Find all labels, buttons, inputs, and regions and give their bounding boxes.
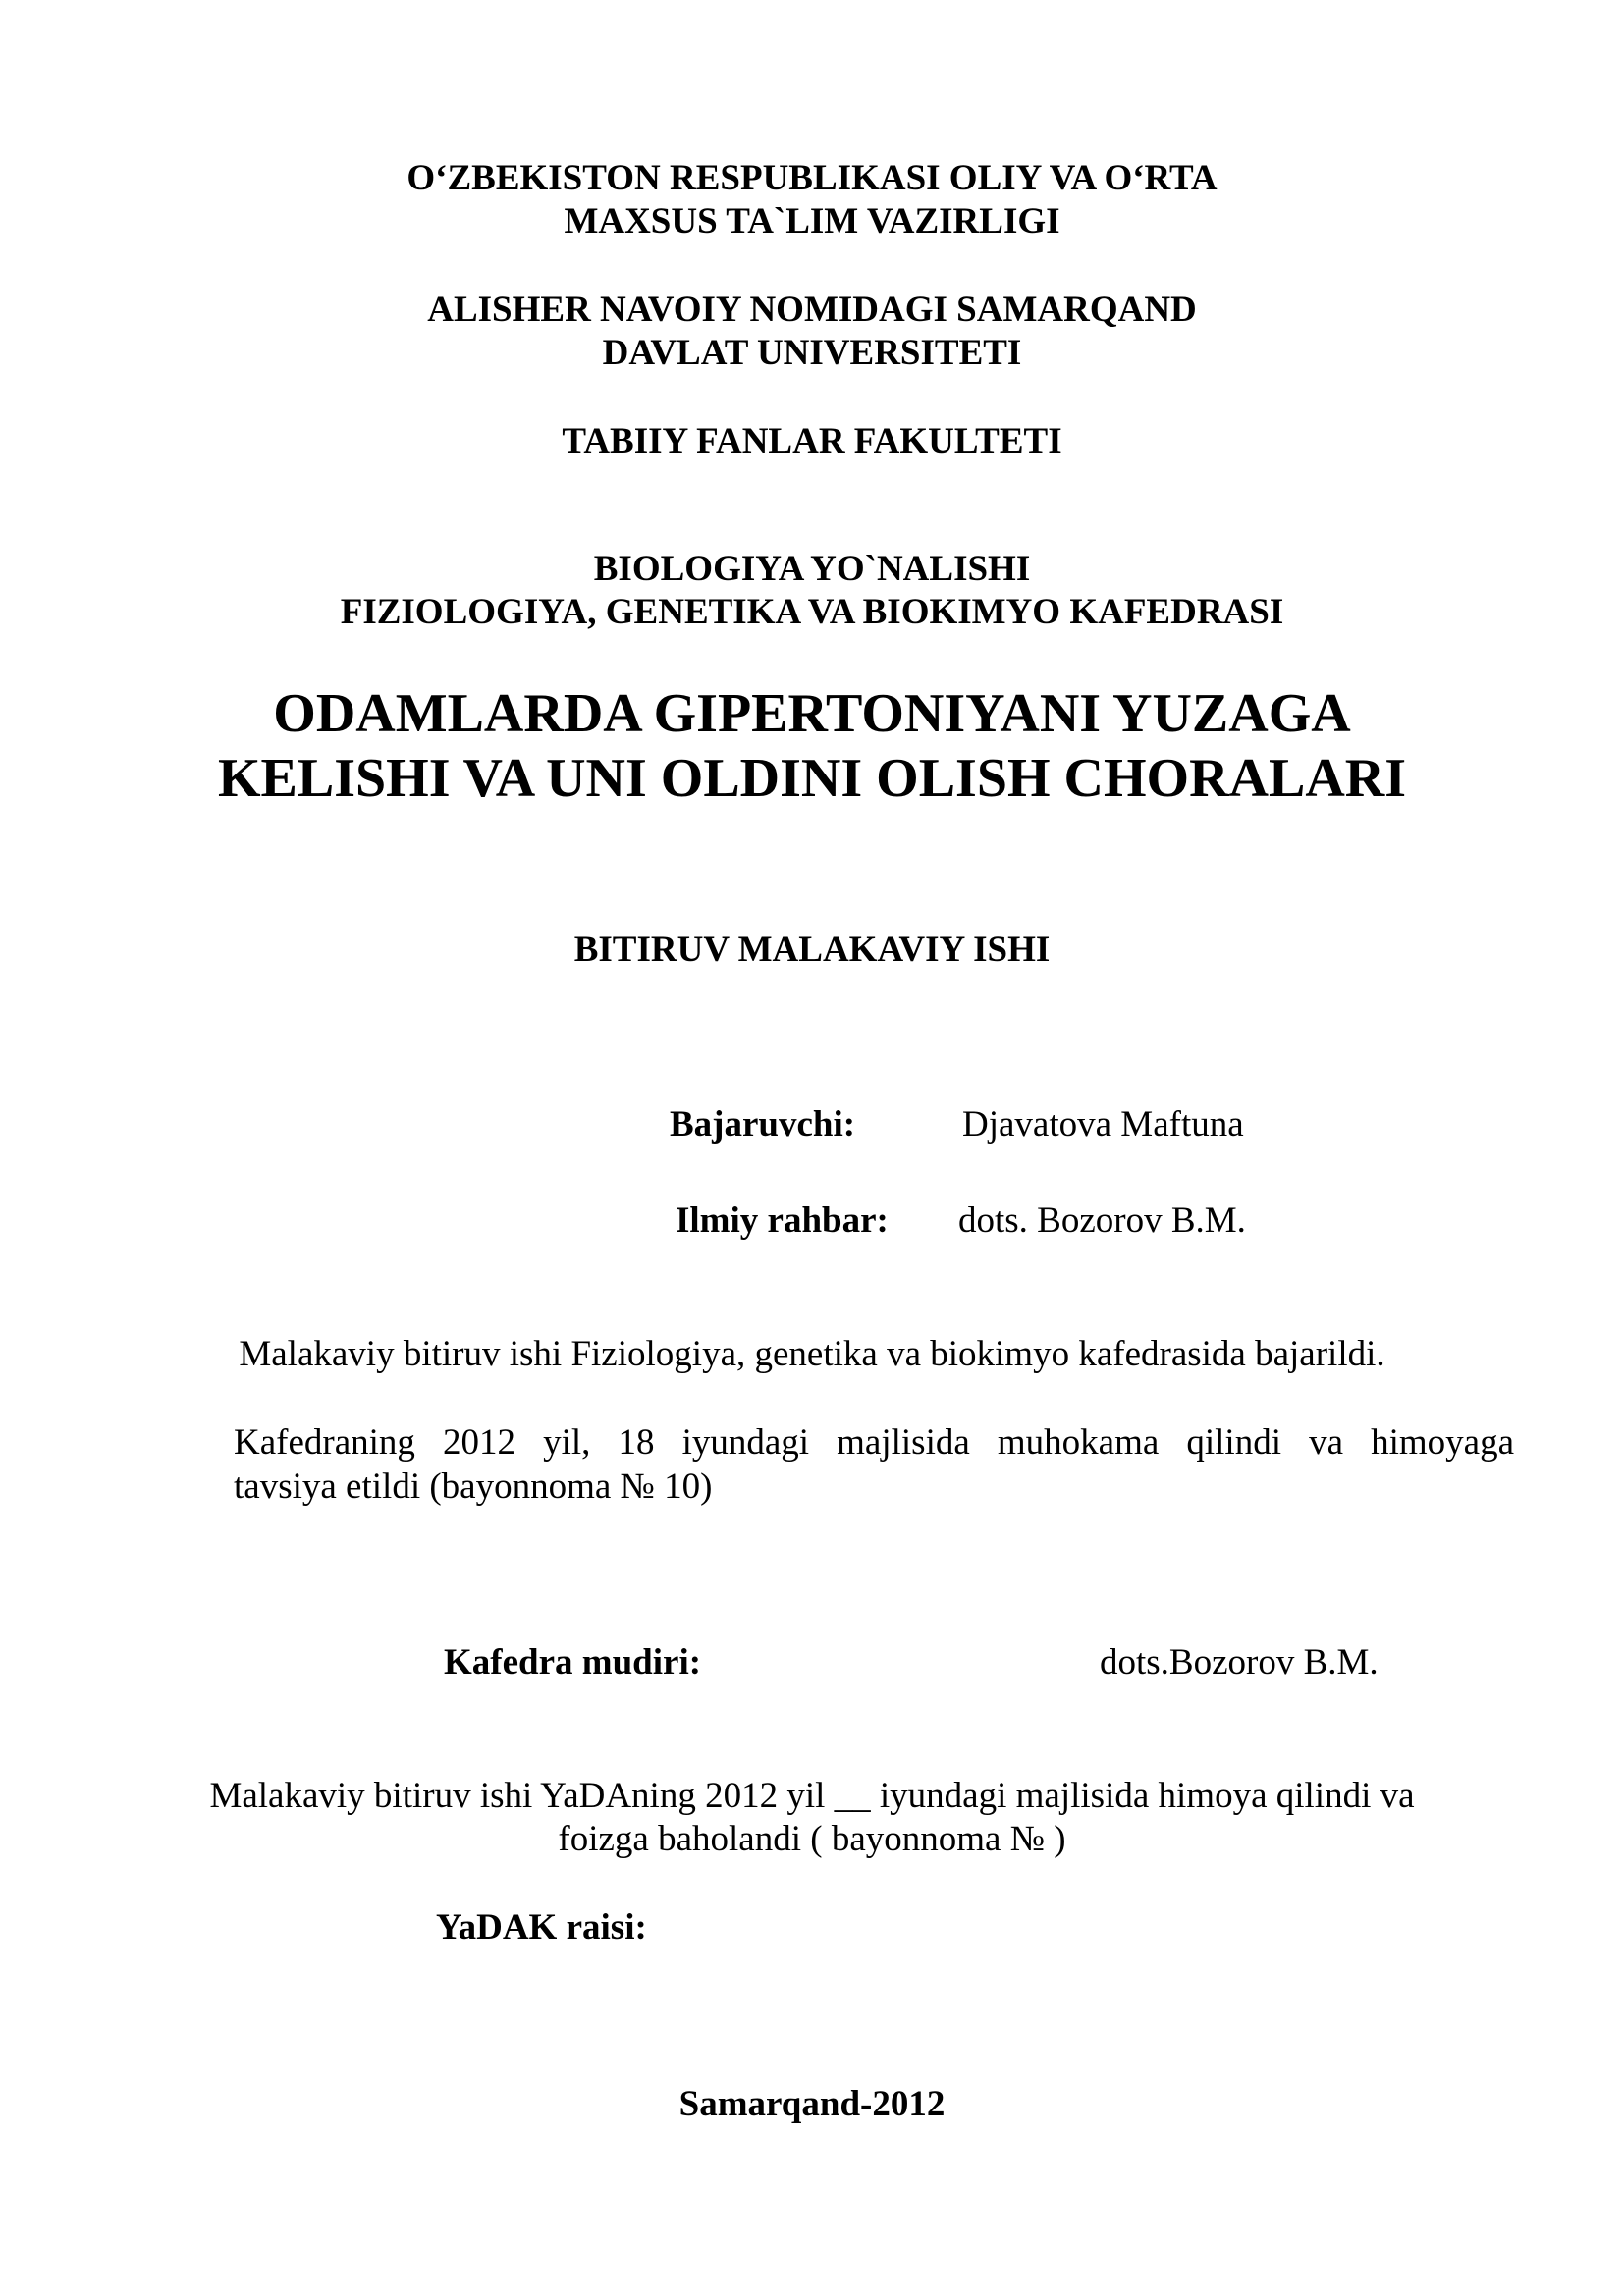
- university-heading: [0, 289, 1624, 375]
- place-and-year: Samarqand-2012: [678, 2084, 946, 2124]
- commission-chair-label: YaDAK raisi:: [436, 1907, 647, 1948]
- head-of-department-name: dots.Bozorov B.M.: [1100, 1642, 1379, 1682]
- discussion-statement-line-2: tavsiya etildi (bayonnoma № 10): [234, 1467, 713, 1507]
- thesis-title-line-1: ODAMLARDA GIPERTONIYANI YUZAGA: [273, 683, 1351, 744]
- advisor-name: dots. Bozorov B.M.: [958, 1201, 1246, 1241]
- executor-label: Bajaruvchi:: [670, 1104, 856, 1145]
- ministry-line-1: O‘ZBEKISTON RESPUBLIKASI OLIY VA O‘RTA: [406, 158, 1218, 198]
- direction-line: BIOLOGIYA YO`NALISHI: [593, 549, 1031, 589]
- discussion-statement-line-1: Kafedraning 2012 yil, 18 iyundagi majlisida muhokama qilindi va himoyaga: [234, 1422, 1514, 1463]
- faculty-heading: TABIIY FANLAR FAKULTETI: [562, 421, 1062, 461]
- university-line-1: ALISHER NAVOIY NOMIDAGI SAMARQAND: [427, 290, 1197, 330]
- university-line-2: DAVLAT UNIVERSITETI: [602, 333, 1022, 373]
- executor-name: Djavatova Maftuna: [962, 1104, 1244, 1145]
- department-line: FIZIOLOGIYA, GENETIKA VA BIOKIMYO KAFEDRASI: [340, 592, 1284, 632]
- ministry-line-2: MAXSUS TA`LIM VAZIRLIGI: [564, 201, 1060, 241]
- defense-line-2: foizga baholandi ( bayonnoma № ): [558, 1819, 1066, 1859]
- advisor-label: Ilmiy rahbar:: [676, 1201, 889, 1241]
- thesis-title-line-2: KELISHI VA UNI OLDINI OLISH CHORALARI: [217, 748, 1407, 809]
- completion-statement: Malakaviy bitiruv ishi Fiziologiya, genetika va biokimyo kafedrasida bajarildi.: [239, 1334, 1385, 1374]
- work-type: BITIRUV MALAKAVIY ISHI: [573, 930, 1051, 970]
- defense-line-1: Malakaviy bitiruv ishi YaDAning 2012 yil __ iyundagi majlisida himoya qilindi va: [209, 1776, 1415, 1816]
- defense-statement: [0, 1775, 1624, 1861]
- department-heading: [0, 548, 1624, 634]
- head-of-department-label: Kafedra mudiri:: [444, 1642, 702, 1682]
- thesis-title: [0, 681, 1624, 811]
- ministry-heading: [0, 157, 1624, 243]
